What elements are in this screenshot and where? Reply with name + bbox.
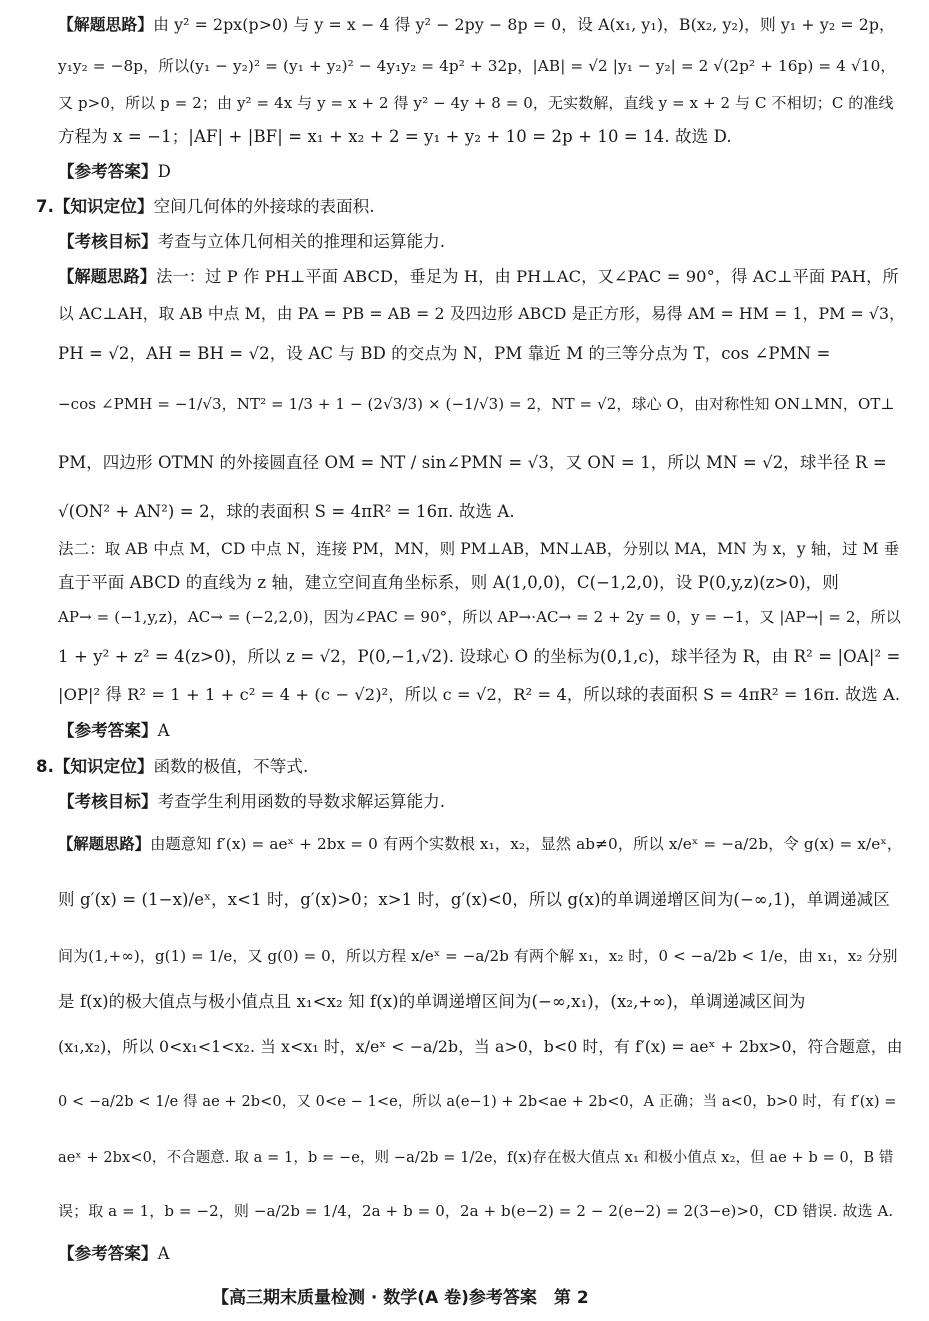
q8-solution-line-4 bbox=[58, 991, 806, 1013]
q7-answer bbox=[58, 720, 170, 742]
q6-answer bbox=[58, 161, 171, 183]
q8-goal bbox=[58, 791, 445, 813]
line-text: 考查学生利用函数的导数求解运算能力. bbox=[157, 792, 446, 811]
line-text: A bbox=[157, 1244, 170, 1263]
line-text: 则 g′(x) = (1−x)/eˣ，x<1 时，g′(x)>0；x>1 时，g′(x)<0，所以 g(x)的单调递增区间为(−∞,1)，单调递减区 bbox=[58, 890, 890, 909]
q6-solution-line-2 bbox=[58, 55, 896, 77]
section-label: 8.【知识定位】 bbox=[36, 757, 154, 776]
q8-answer bbox=[58, 1243, 170, 1265]
line-text: 是 f(x)的极大值点与极小值点且 x₁<x₂ 知 f(x)的单调递增区间为(−∞,x₁)，(x₂,+∞)，单调递减区间为 bbox=[58, 992, 806, 1011]
line-text: 由 y² = 2px(p>0) 与 y = x − 4 得 y² − 2py − 8p = 0，设 A(x₁, y₁)，B(x₂, y₂)，则 y₁ + y₂ = 2p， bbox=[153, 15, 895, 34]
q6-solution-line-4 bbox=[58, 126, 732, 148]
line-text: 考查与立体几何相关的推理和运算能力. bbox=[157, 232, 446, 251]
q8-solution-line-8 bbox=[58, 1200, 893, 1222]
line-text: 0 < −a/2b < 1/e 得 ae + 2b<0，又 0<e − 1<e，所以 a(e−1) + 2b<ae + 2b<0，A 正确；当 a<0，b>0 时，有 f′(x) = bbox=[58, 1094, 897, 1110]
q8-knowledge bbox=[36, 756, 308, 778]
q8-solution-line-7 bbox=[58, 1147, 894, 1169]
q8-solution-line-2 bbox=[58, 889, 890, 911]
q7-solution-line-5 bbox=[58, 452, 887, 474]
q7-method2-line-4 bbox=[58, 646, 900, 668]
line-text: −cos ∠PMH = −1/√3，NT² = 1/3 + 1 − (2√3/3) × (−1/√3) = 2，NT = √2，球心 O，由对称性知 ON⊥MN，OT⊥ bbox=[58, 395, 895, 413]
section-label: 【考核目标】 bbox=[58, 792, 158, 811]
line-text: 直于平面 ABCD 的直线为 z 轴，建立空间直角坐标系，则 A(1,0,0)，C(−1,2,0)，设 P(0,y,z)(z>0)，则 bbox=[58, 573, 839, 592]
q7-goal bbox=[58, 231, 445, 253]
section-label: 【解题思路】 bbox=[58, 267, 157, 286]
line-text: 又 p>0，所以 p = 2；由 y² = 4x 与 y = x + 2 得 y² − 4y + 8 = 0，无实数解，直线 y = x + 2 与 C 不相切；C 的准线 bbox=[58, 94, 894, 112]
q7-solution-line-4 bbox=[58, 393, 895, 415]
line-text: 方程为 x = −1；|AF| + |BF| = x₁ + x₂ + 2 = y₁ + y₂ + 10 = 2p + 10 = 14. 故选 D. bbox=[58, 127, 732, 146]
line-text: D bbox=[157, 162, 171, 181]
q7-solution-line-2 bbox=[58, 303, 905, 325]
q7-solution-line-6 bbox=[58, 501, 515, 523]
line-text: AP→ = (−1,y,z)，AC→ = (−2,2,0)，因为∠PAC = 90°，所以 AP→·AC→ = 2 + 2y = 0，y = −1，又 |AP→| = 2，所以 bbox=[58, 608, 901, 626]
line-text: 法一：过 P 作 PH⊥平面 ABCD，垂足为 H，由 PH⊥AC，又∠PAC = 90°，得 AC⊥平面 PAH，所 bbox=[156, 267, 899, 286]
section-label: 【解题思路】 bbox=[58, 15, 154, 34]
q8-solution-line-6 bbox=[58, 1091, 897, 1113]
line-text: 法二：取 AB 中点 M，CD 中点 N，连接 PM，MN，则 PM⊥AB，MN⊥AB，分别以 MA，MN 为 x，y 轴，过 M 垂 bbox=[58, 540, 900, 558]
q7-solution-line-1 bbox=[58, 266, 899, 288]
q6-solution-line-3 bbox=[58, 92, 894, 114]
q6-solution-line-1 bbox=[58, 14, 895, 36]
q7-method2-line-5 bbox=[58, 684, 900, 706]
line-text: PM，四边形 OTMN 的外接圆直径 OM = NT / sin∠PMN = √3，又 ON = 1，所以 MN = √2，球半径 R = bbox=[58, 453, 887, 472]
q7-method2-line-1 bbox=[58, 538, 899, 560]
line-text: 误；取 a = 1，b = −2，则 −a/2b = 1/4，2a + b = 0，2a + b(e−2) = 2 − 2(e−2) = 2(3−e)>0，CD 错误. 故选 A. bbox=[58, 1202, 894, 1220]
q8-solution-line-1 bbox=[58, 833, 902, 855]
line-text: PH = √2，AH = BH = √2，设 AC 与 BD 的交点为 N，PM 靠近 M 的三等分点为 T，cos ∠PMN = bbox=[58, 344, 831, 363]
line-text: 1 + y² + z² = 4(z>0)，所以 z = √2，P(0,−1,√2). 设球心 O 的坐标为(0,1,c)，球半径为 R，由 R² = |OA|² = bbox=[58, 647, 901, 666]
q7-knowledge bbox=[36, 196, 375, 218]
line-text: y₁y₂ = −8p，所以(y₁ − y₂)² = (y₁ + y₂)² − 4y₁y₂ = 4p² + 32p，|AB| = √2 |y₁ − y₂| = 2 √(2p² + 16p) = 4 √10， bbox=[58, 57, 896, 75]
line-text: 由题意知 f′(x) = aeˣ + 2bx = 0 有两个实数根 x₁，x₂，显然 ab≠0，所以 x/eˣ = −a/2b，令 g(x) = x/eˣ， bbox=[150, 835, 903, 853]
line-text: aeˣ + 2bx<0，不合题意. 取 a = 1，b = −e，则 −a/2b = 1/2e，f(x)存在极大值点 x₁ 和极小值点 x₂，但 ae + b = 0，B 错 bbox=[58, 1150, 894, 1166]
section-label: 7.【知识定位】 bbox=[36, 197, 154, 216]
q8-solution-line-3 bbox=[58, 945, 898, 967]
line-text: A bbox=[157, 721, 170, 740]
line-text: |OP|² 得 R² = 1 + 1 + c² = 4 + (c − √2)²，所以 c = √2，R² = 4，所以球的表面积 S = 4πR² = 16π. 故选 A. bbox=[58, 685, 901, 704]
section-label: 【参考答案】 bbox=[58, 1244, 158, 1263]
section-label: 【参考答案】 bbox=[58, 162, 158, 181]
section-label: 【参考答案】 bbox=[58, 721, 158, 740]
q8-solution-line-5 bbox=[58, 1036, 903, 1058]
q7-method2-line-3 bbox=[58, 606, 901, 628]
line-text: (x₁,x₂)，所以 0<x₁<1<x₂. 当 x<x₁ 时，x/eˣ < −a/2b，当 a>0，b<0 时，有 f′(x) = aeˣ + 2bx>0，符合题意，由 bbox=[58, 1037, 903, 1056]
section-label: 【考核目标】 bbox=[58, 232, 158, 251]
footer-fade-overlay bbox=[600, 1278, 929, 1312]
line-text: 间为(1,+∞)，g(1) = 1/e，又 g(0) = 0，所以方程 x/eˣ = −a/2b 有两个解 x₁，x₂ 时，0 < −a/2b < 1/e，由 x₁，x₂ 分别 bbox=[58, 947, 898, 965]
line-text: 空间几何体的外接球的表面积. bbox=[153, 197, 375, 216]
line-text: √(ON² + AN²) = 2，球的表面积 S = 4πR² = 16π. 故选 A. bbox=[58, 502, 515, 521]
section-label: 【解题思路】 bbox=[58, 835, 151, 853]
line-text: 以 AC⊥AH，取 AB 中点 M，由 PA = PB = AB = 2 及四边形 ABCD 是正方形，易得 AM = HM = 1，PM = √3， bbox=[58, 304, 905, 323]
q7-method2-line-2 bbox=[58, 572, 839, 594]
q7-solution-line-3 bbox=[58, 343, 830, 365]
line-text: 函数的极值，不等式. bbox=[153, 757, 309, 776]
page-footer: 【高三期末质量检测 · 数学(A 卷)参考答案 第 2 bbox=[212, 1288, 589, 1308]
